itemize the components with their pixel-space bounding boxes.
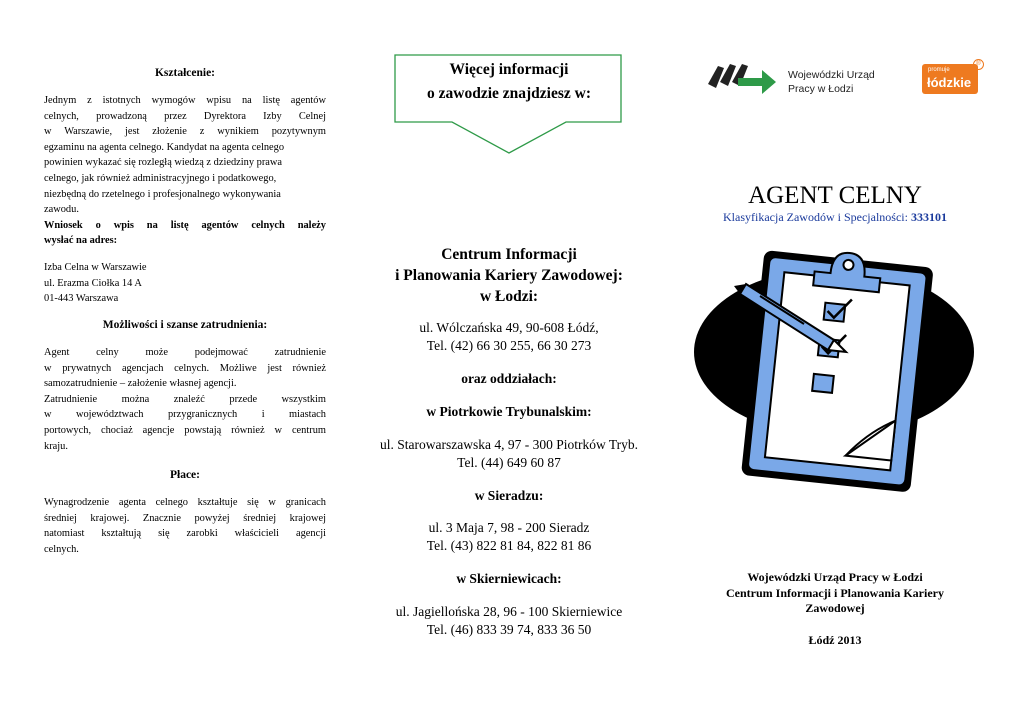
text-line: w Warszawie, jest złożenie z wynikiem pozytywnym	[44, 126, 326, 138]
footer-line: Zawodowej	[805, 601, 865, 615]
text-line: w województwach przygranicznych i miastach	[44, 409, 326, 421]
center-title	[356, 244, 662, 307]
text-line: Zatrudnienie można znaleźć przede wszystkim	[44, 393, 326, 405]
text-line: średniej krajowej. Znacznie powyżej średniej krajowej	[44, 512, 326, 524]
promuje-lodzkie-logo	[922, 64, 978, 94]
address-line: ul. Wólczańska 49, 90-608 Łódź,	[419, 320, 599, 335]
mozliwosci-text	[44, 345, 326, 454]
text-line: Wynagrodzenie agenta celnego kształtuje się w granicach	[44, 497, 326, 508]
mozliwosci-heading: Możliwości i szanse zatrudnienia:	[102, 319, 268, 331]
phone-line: Tel. (46) 833 39 74, 833 36 50	[426, 622, 592, 637]
wup-logo-line: Wojewódzki Urząd	[788, 69, 875, 81]
classification-label: Klasyfikacja Zawodów i Specjalności:	[723, 210, 911, 224]
text-line: zawodu.	[44, 204, 79, 216]
place-heading: Płace:	[169, 469, 200, 481]
footer-line: Wojewódzki Urząd Pracy w Łodzi	[747, 570, 923, 584]
skierniewice-address	[356, 603, 662, 639]
phone-line: Tel. (42) 66 30 255, 66 30 273	[426, 338, 592, 353]
ksztalcenie-heading: Kształcenie:	[154, 67, 216, 79]
text-line: kraju.	[44, 440, 68, 452]
classification-line	[690, 210, 980, 225]
footer-line: Centrum Informacji i Planowania Kariery	[726, 585, 944, 600]
text-line: niezbędną do rzetelnego i profesjonalnego wykonywania	[44, 188, 281, 200]
text-line: celnego, jak również administracyjnego i podatkowego,	[44, 172, 277, 184]
center-title-line: w Łodzi:	[479, 288, 539, 305]
center-title-line: Centrum Informacji	[441, 246, 577, 263]
piotrkow-address	[356, 436, 662, 472]
sieradz-address	[356, 519, 662, 555]
ksztalcenie-text	[44, 93, 326, 249]
place-text	[44, 495, 326, 557]
address-line: ul. Starowarszawska 4, 97 - 300 Piotrków Tryb.	[380, 437, 638, 452]
document-title: AGENT CELNY	[748, 182, 922, 209]
text-line: w prywatnych agencjach celnych. Możliwe jest również	[44, 362, 326, 374]
address-line: ul. 3 Maja 7, 98 - 200 Sieradz	[428, 520, 590, 535]
phone-line: Tel. (44) 649 60 87	[457, 455, 561, 470]
text-line: powinien wykazać się rozległą wiedzą z dziedziny prawa	[44, 157, 283, 169]
wniosek-line: Wniosek o wpis na listę agentów celnych należy	[44, 219, 326, 231]
footer	[690, 570, 980, 648]
lodz-address	[356, 319, 662, 355]
piotrkow-title: w Piotrkowie Trybunalskim:	[426, 404, 592, 419]
sieradz-title: w Sieradzu:	[474, 488, 544, 503]
wniosek-line: wysłać na adres:	[44, 235, 118, 247]
more-info-callout	[398, 58, 620, 106]
address-block	[44, 260, 326, 307]
wup-logo-line: Pracy w Łodzi	[788, 83, 854, 95]
address-line: 01-443 Warszawa	[44, 293, 119, 305]
text-line: natomiast kształtują się zarobki właścicieli agencji	[44, 528, 326, 540]
text-line: Jednym z istotnych wymogów wpisu na listę agentów	[44, 95, 326, 106]
branches-label: oraz oddziałach:	[461, 371, 557, 386]
clipboard-illustration-icon	[694, 244, 982, 496]
text-line: samozatrudnienie – założenie własnej agencji.	[44, 378, 237, 390]
wup-logo-text	[788, 68, 875, 96]
address-line: ul. Jagiellońska 28, 96 - 100 Skierniewice	[395, 604, 623, 619]
address-line: ul. Erazma Ciołka 14 A	[44, 277, 142, 289]
text-line: celnych.	[44, 543, 79, 555]
footer-city-year: Łódź 2013	[808, 632, 862, 647]
text-line: Agent celny może podejmować zatrudnienie	[44, 347, 326, 358]
more-info-line2: o zawodzie znajdziesz w:	[427, 85, 591, 102]
registered-mark-icon: ®	[973, 59, 984, 70]
wup-logo-icon	[706, 62, 778, 98]
center-title-line: i Planowania Kariery Zawodowej:	[395, 267, 623, 284]
logo-big-text: łódzkie	[927, 75, 972, 90]
text-line: celnych, prowadzoną przez Dyrektora Izby Celnej	[44, 110, 326, 122]
text-line: portowych, chociaż agencje powstają również w centrum	[44, 424, 326, 436]
more-info-line1: Więcej informacji	[449, 61, 569, 78]
text-line: egzaminu na agenta celnego. Kandydat na agenta celnego	[44, 141, 285, 153]
classification-code: 333101	[910, 210, 947, 224]
address-line: Izba Celna w Warszawie	[44, 262, 147, 273]
logo-small-text: promuje	[928, 67, 950, 73]
skierniewice-title: w Skierniewicach:	[456, 571, 562, 586]
phone-line: Tel. (43) 822 81 84, 822 81 86	[426, 538, 592, 553]
